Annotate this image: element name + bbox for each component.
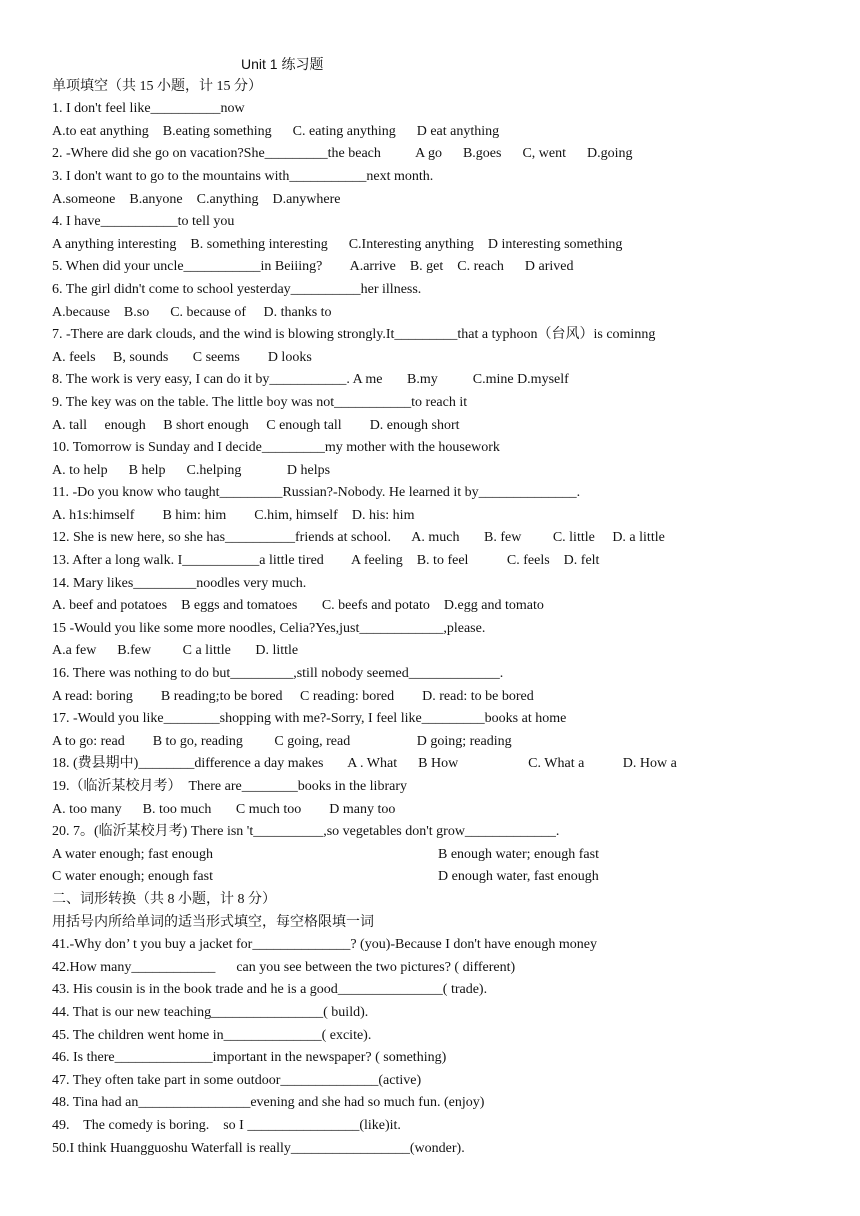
question-43: 43. His cousin is in the book trade and he is a good_______________( trade). [52,982,488,998]
question-14-options: A. beef and potatoes B eggs and tomatoes C. beefs and potato D.egg and tomato [52,598,544,614]
section-2-heading: 二、词形转换（共 8 小题，计 8 分） [52,891,276,907]
question-6-options: A.because B.so C. because of D. thanks to [52,304,332,320]
question-41: 41.-Why don’ t you buy a jacket for______________? (you)-Because I don't have enough money [52,937,598,953]
question-8: 8. The work is very easy, I can do it by___________. A me B.my C.mine D.myself [52,372,569,388]
question-13: 13. After a long walk. I___________a little tired A feeling B. to feel C. feels D. felt [52,553,600,569]
question-7: 7. -There are dark clouds, and the wind is blowing strongly.It_________that a typhoon（台风）is cominng [52,327,656,343]
question-16-options: A read: boring B reading;to be bored C reading: bored D. read: to be bored [52,688,534,704]
question-48: 48. Tina had an________________evening and she had so much fun. (enjoy) [52,1095,485,1111]
question-1-options: A.to eat anything B.eating something C. eating anything D eat anything [52,123,500,139]
question-42: 42.How many____________ can you see between the two pictures? ( different) [52,959,516,975]
question-20: 20. 7。(临沂某校月考) There isn 't__________,so vegetables don't grow_____________. [52,824,560,840]
page-title: Unit 1 练习题 [241,56,324,72]
question-1: 1. I don't feel like__________now [52,101,245,117]
question-46: 46. Is there______________important in the newspaper? ( something) [52,1050,447,1066]
question-3-options: A.someone B.anyone C.anything D.anywhere [52,191,341,207]
question-7-options: A. feels B, sounds C seems D looks [52,349,312,365]
question-50: 50.I think Huangguoshu Waterfall is really_________________(wonder). [52,1140,465,1156]
question-19-options: A. too many B. too much C much too D many too [52,801,396,817]
question-10: 10. Tomorrow is Sunday and I decide_________my mother with the housework [52,440,500,456]
q20-option-d: D enough water, fast enough [438,869,599,885]
question-15-options: A.a few B.few C a little D. little [52,643,299,659]
question-44: 44. That is our new teaching________________( build). [52,1004,369,1020]
question-16: 16. There was nothing to do but_________,still nobody seemed_____________. [52,666,504,682]
question-12: 12. She is new here, so she has__________friends at school. A. much B. few C. little D. a little [52,530,665,546]
section-heading: 单项填空（共 15 小题，计 15 分） [52,78,262,94]
q20-option-c: C water enough; enough fast [52,869,213,885]
question-4-options: A anything interesting B. something interesting C.Interesting anything D interesting something [52,236,623,252]
question-17-options: A to go: read B to go, reading C going, read D going; reading [52,733,512,749]
question-14: 14. Mary likes_________noodles very much. [52,575,307,591]
question-11: 11. -Do you know who taught_________Russian?-Nobody. He learned it by______________. [52,485,581,501]
question-10-options: A. to help B help C.helping D helps [52,462,331,478]
question-2: 2. -Where did she go on vacation?She_________the beach A go B.goes C, went D.going [52,146,633,162]
question-17: 17. -Would you like________shopping with me?-Sorry, I feel like_________books at home [52,711,567,727]
question-49: 49. The comedy is boring. so I ________________(like)it. [52,1117,401,1133]
worksheet-page [52,53,832,1160]
q20-option-a: A water enough; fast enough [52,846,213,862]
question-20-options-row-1 [52,844,832,867]
question-18: 18. (费县期中)________difference a day makes A . What B How C. What a D. How a [52,756,677,772]
q20-option-b: B enough water; enough fast [438,846,599,862]
question-4: 4. I have___________to tell you [52,214,235,230]
section-2-instructions: 用括号内所给单词的适当形式填空，每空格限填一词 [52,914,374,930]
question-45: 45. The children went home in______________( excite). [52,1027,372,1043]
question-11-options: A. h1s:himself B him: him C.him, himself D. his: him [52,507,415,523]
question-9-options: A. tall enough B short enough C enough tall D. enough short [52,417,460,433]
question-19: 19.（临沂某校月考） There are________books in the library [52,779,407,794]
question-20-options-row-2 [52,866,832,889]
question-6: 6. The girl didn't come to school yesterday__________her illness. [52,281,422,297]
question-47: 47. They often take part in some outdoor______________(active) [52,1072,422,1088]
question-5: 5. When did your uncle___________in Beiiing? A.arrive B. get C. reach D arived [52,259,574,275]
question-15: 15 -Would you like some more noodles, Celia?Yes,just____________,please. [52,620,486,636]
question-9: 9. The key was on the table. The little boy was not___________to reach it [52,394,468,410]
question-3: 3. I don't want to go to the mountains with___________next month. [52,168,434,184]
